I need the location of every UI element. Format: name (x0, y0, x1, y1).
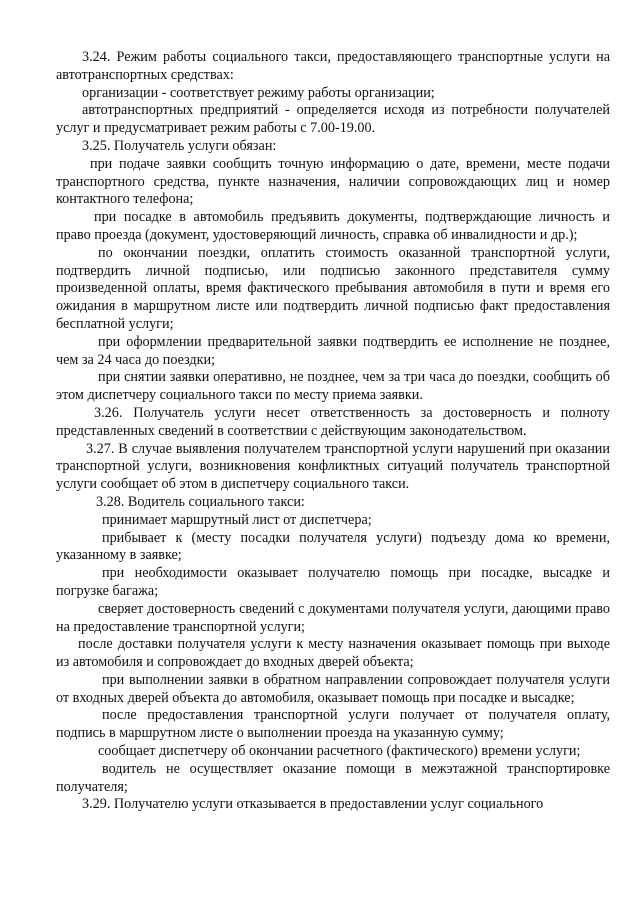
paragraph-route-sheet: принимает маршрутный лист от диспетчера; (102, 511, 372, 528)
paragraph-no-floor-transport: водитель не осуществляет оказание помощи в межэтажной транспортировке получателя; (56, 760, 610, 795)
paragraph-payment-receipt: после предоставления транспортной услуги получает от получателя оплату, подпись в маршрутном листе о выполнении проезда на указанную сумму; (56, 707, 610, 742)
paragraph-arrives: прибывает к (месту посадки получателя услуги) подъезду дома ко времени, указанному в заявке; (56, 529, 610, 564)
paragraph-3-27: 3.27. В случае выявления получателем транспортной услуги нарушений при оказании транспортной услуги, возникновения конфликтных ситуаций получатель транспортной услуги сообщает об этом в диспетчеру социального такси. (56, 440, 610, 493)
paragraph-return-trip: при выполнении заявки в обратном направлении сопровождает получателя услуги от входных дверей объекта до автомобиля, оказывает помощь при посадке и высадке; (56, 671, 610, 706)
paragraph-3-26: 3.26. Получатель услуги несет ответственность за достоверность и полноту представленных сведений в соответствии с действующим законодательством. (56, 404, 610, 439)
paragraph-request-info: при подаче заявки сообщить точную информацию о дате, времени, месте подачи транспортного средства, пункте назначения, наличии сопровождающих лиц и номер контактного телефона; (56, 155, 610, 208)
paragraph-cancel-request: при снятии заявки оперативно, не позднее, чем за три часа до поездки, сообщить об этом диспетчеру социального такси по месту приема заявки. (56, 369, 610, 404)
paragraph-verify-documents: сверяет достоверность сведений с документами получателя услуги, дающими право на предоставление транспортной услуги; (56, 600, 610, 635)
paragraph-report-time: сообщает диспетчеру об окончании расчетного (фактического) времени услуги; (98, 743, 581, 760)
paragraph-3-25: 3.25. Получатель услуги обязан: (82, 137, 277, 154)
paragraph-3-29: 3.29. Получателю услуги отказывается в предоставлении услуг социального (82, 796, 544, 813)
paragraph-present-documents: при посадке в автомобиль предъявить документы, подтверждающие личность и право проезда (документ, удостоверяющий личность, справка об инвалидности и др.); (56, 209, 610, 243)
document-page (56, 49, 610, 814)
paragraph-boarding-help: при необходимости оказывает получателю помощь при посадке, высадке и погрузке багажа; (56, 565, 610, 599)
paragraph-schedule-organization: организации - соответствует режиму работы организации; (82, 84, 435, 101)
paragraph-3-28: 3.28. Водитель социального такси: (96, 493, 305, 510)
paragraph-pay-and-sign: по окончании поездки, оплатить стоимость оказанной транспортной услуги, подтвердить личной подписью, или подписью законного представителя сумму произведенной оплаты, время фактического пребывания автомобиля в пути и время его ожидания в маршрутном листе или подтвердить личной подписью факт предоставления бесплатной услуги; (56, 244, 610, 332)
paragraph-delivery-escort: после доставки получателя услуги к месту назначения оказывает помощь при выходе из автомобиля и сопровождает до входных дверей объекта; (56, 636, 610, 671)
paragraph-3-24: 3.24. Режим работы социального такси, предоставляющего транспортные услуги на автотранспортных средствах: (56, 49, 610, 83)
paragraph-schedule-transport-enterprise: автотранспортных предприятий - определяется исходя из потребности получателей услуг и предусматривает режим работы с 7.00-19.00. (56, 102, 610, 137)
paragraph-confirm-preliminary: при оформлении предварительной заявки подтвердить ее исполнение не позднее, чем за 24 часа до поездки; (56, 333, 610, 368)
